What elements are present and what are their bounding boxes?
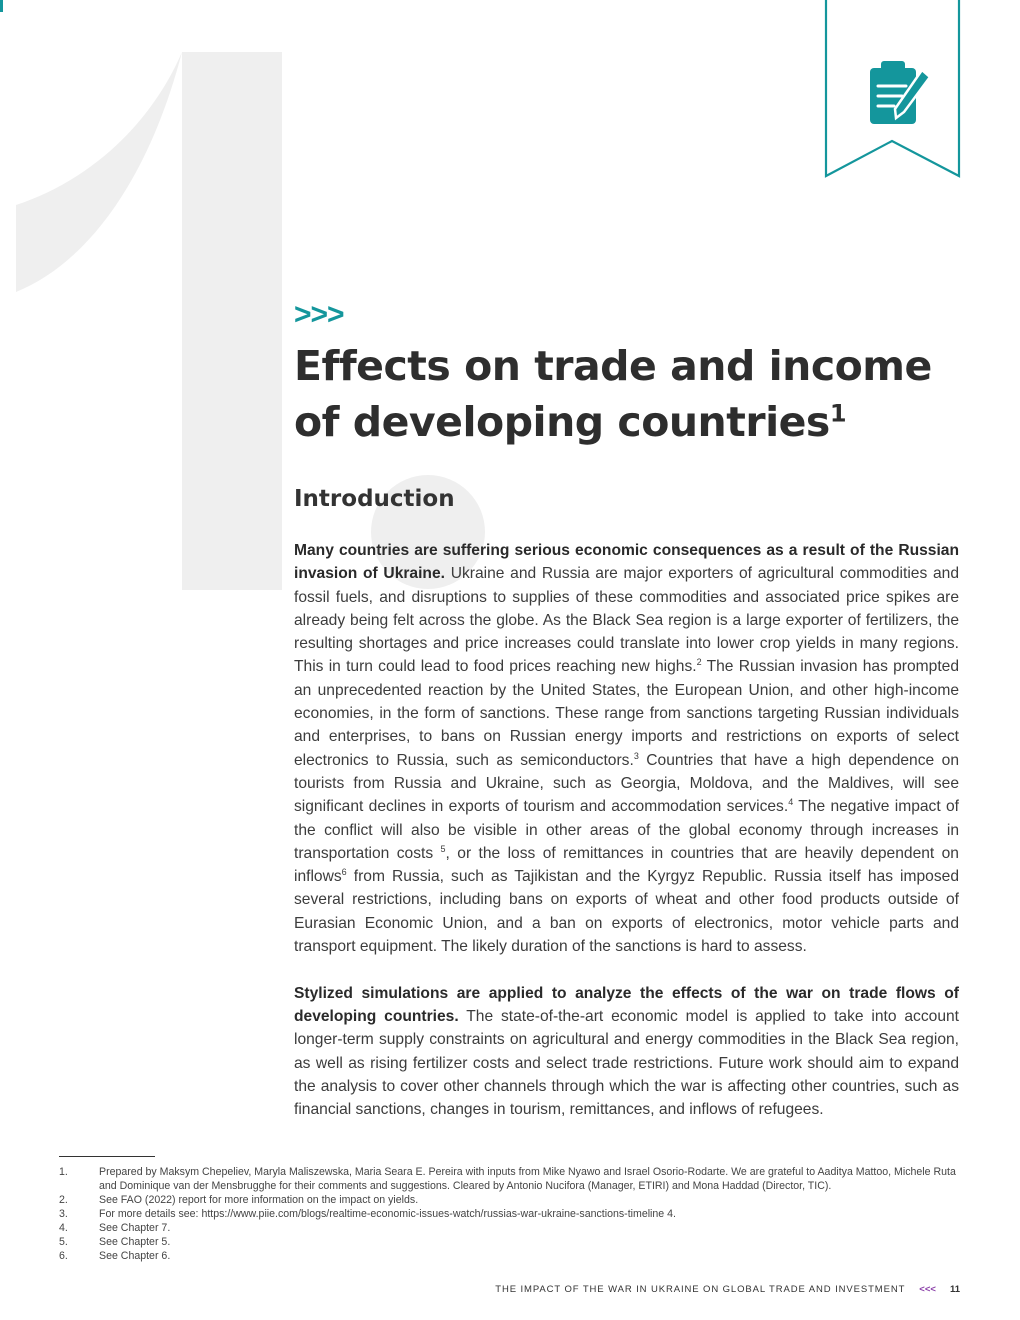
chapter-number-flag: [16, 52, 182, 292]
back-arrows-icon[interactable]: <<<: [919, 1284, 936, 1295]
chapter-title: [294, 338, 954, 450]
footnote-divider: [59, 1156, 155, 1157]
footnote-item: [59, 1249, 960, 1263]
footnote-text: Prepared by Maksym Chepeliev, Maryla Maliszewska, Maria Seara E. Pereira with inputs from Mike Nyawo and Israel Osorio-Rodarte. We are grateful to Aaditya Mattoo, Michele Ruta and Dominique van der Mensbrugghe for their comments and suggestions. Cleared by Antonio Nucifora (Manager, ETIRI) and Mona Haddad (Director, TIC).: [99, 1166, 956, 1192]
footnote-text: See Chapter 6.: [99, 1250, 171, 1262]
footnote-ref-2[interactable]: 2: [696, 657, 702, 668]
section-heading: Introduction: [294, 486, 455, 512]
footnote-text: See Chapter 7.: [99, 1222, 171, 1234]
body-text: [294, 539, 959, 1145]
footnote-item: [59, 1165, 960, 1193]
chapter-chevrons: >>>: [294, 298, 344, 331]
footnote-text: See Chapter 5.: [99, 1236, 171, 1248]
clipboard-pencil-icon: [870, 61, 930, 124]
footnote-text: See FAO (2022) report for more information on the impact on yields.: [99, 1194, 419, 1206]
title-footnote-marker[interactable]: 1: [829, 399, 847, 428]
footnote-number: 5.: [59, 1236, 68, 1248]
paragraph-1: Many countries are suffering serious economic consequences as a result of the Russian invasion of Ukraine. Ukraine and Russia are major exporters of agricultural commodities and fossil fuels, and disruptions to supplies of these commodities and associated price spikes are already being felt across the globe. As the Black Sea region is a large exporter of fertilizers, the resulting shortages and price increases could translate into lower crop yields in many regions. This in turn could lead to food prices reaching new highs.$^2$ The Russian invasion has prompted an unprecedented reaction by the United States, the European Union, and other high-income economies, in the form of sanctions. These range from sanctions targeting Russian individuals and enterprises, to bans on Russian energy imports and restrictions on exports of select electronics to Russia, such as semiconductors.$^3$ Countries that have a high dependence on tourists from Russia and Ukraine, such as Georgia, Moldova, and the Maldives, will see significant declines in exports of tourism and accommodation services.$^4$ The negative impact of the conflict will also be visible in other areas of the global economy through increases in transportation costs $^5$, or the loss of remittances in countries that are heavily dependent on inflows$^6$ from Russia, such as Tajikistan and the Kyrgyz Republic. Russia itself has imposed several restrictions, including bans on exports of wheat and other food products outside of Eurasian Economic Union, and a ban on exports of electronics, motor vehicle parts and transport equipment. The likely duration of the sanctions is hard to assess.: [294, 542, 960, 956]
paragraph-2: Stylized simulations are applied to analyze the effects of the war on trade flows of developing countries. The state-of-the-art economic model is applied to take into account longer-term supply constraints on agricultural and energy commodities in the Black Sea region, as well as rising fertilizer costs and select trade restrictions. Future work should aim to expand the analysis to cover other channels through which the war is affecting other countries, such as financial sanctions, changes in tourism, remittances, and inflows of refugees.: [294, 984, 959, 1119]
chapter-number-stem: [182, 52, 282, 590]
footnote-ref-4[interactable]: 4: [788, 797, 794, 808]
footnote-number: 4.: [59, 1222, 68, 1234]
page-footer: [495, 1284, 960, 1295]
footnote-number: 6.: [59, 1250, 68, 1262]
footnote-item: [59, 1235, 960, 1249]
chapter-ribbon: [824, 0, 964, 182]
footnote-item: [59, 1193, 960, 1207]
paragraph-2-lead: Stylized simulations are applied to analyze the effects of the war on trade flows of developing countries.: [294, 984, 959, 1025]
footnote-ref-3[interactable]: 3: [633, 750, 639, 761]
footnote-item: [59, 1221, 960, 1235]
footnote-number: 1.: [59, 1166, 68, 1178]
footnotes: [59, 1165, 960, 1263]
running-title: THE IMPACT OF THE WAR IN UKRAINE ON GLOBAL TRADE AND INVESTMENT: [495, 1284, 906, 1295]
footnote-ref-5[interactable]: 5: [440, 843, 446, 854]
paragraph-1-lead: Many countries are suffering serious economic consequences as a result of the Russian invasion of Ukraine.: [294, 542, 959, 583]
page-number: 11: [949, 1284, 960, 1295]
footnote-number: 3.: [59, 1208, 68, 1220]
footnote-text[interactable]: For more details see: https://www.piie.com/blogs/realtime-economic-issues-watch/russias-war-ukraine-sanctions-timeline 4.: [99, 1208, 676, 1220]
footnote-ref-6[interactable]: 6: [341, 866, 347, 877]
footnote-item: [59, 1207, 960, 1221]
footnote-number: 2.: [59, 1194, 68, 1206]
chapter-title-text: Effects on trade and income of developing countries: [294, 342, 932, 446]
